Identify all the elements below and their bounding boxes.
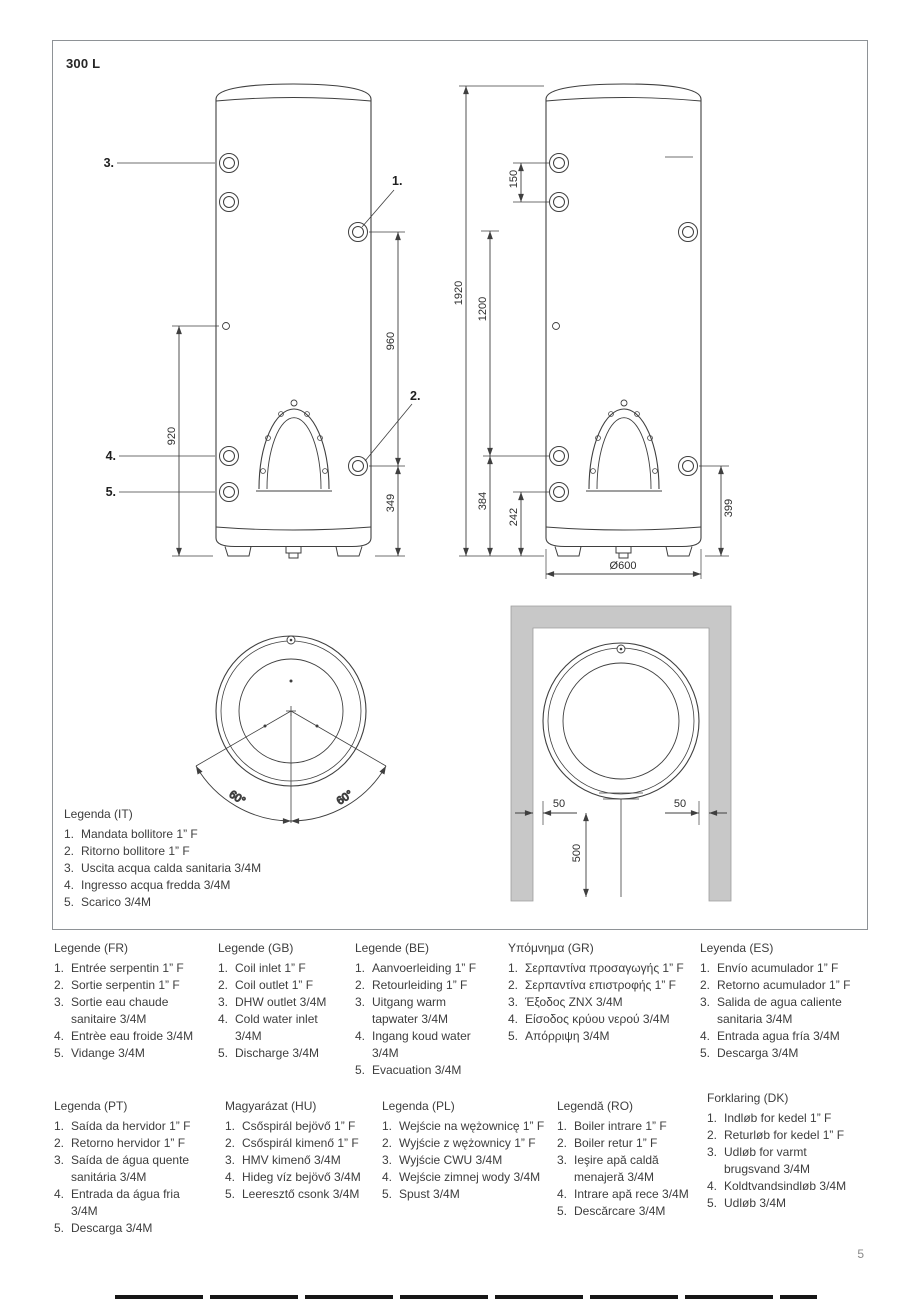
- angle-60-right-label: 60°: [334, 788, 356, 808]
- legend-item: 4. Koldtvandsindløb 3/4M: [707, 1179, 847, 1194]
- legend-item: 4. Entrèe eau froide 3/4M: [54, 1029, 194, 1044]
- legend-item: 3. Uitgang warm tapwater 3/4M: [355, 995, 449, 1027]
- installation-clearance-view: [511, 606, 731, 901]
- legend-title: Legendă (RO): [557, 1099, 634, 1113]
- legend-item: 4. Intrare apă rece 3/4M: [557, 1187, 689, 1202]
- legend-item: 3. HMV kimenő 3/4M: [225, 1153, 341, 1168]
- legend-item: 1. Entrée serpentin 1” F: [54, 961, 184, 976]
- legend-item: 2. Retorno acumulador 1” F: [700, 978, 851, 993]
- legend-item: 4. Ingang koud water 3/4M: [355, 1029, 471, 1061]
- dim-960-label: 960: [385, 331, 397, 351]
- technical-drawing: [53, 41, 869, 931]
- legend-title: Magyarázat (HU): [225, 1099, 317, 1113]
- legend-item: 5. Udløb 3/4M: [707, 1196, 787, 1211]
- legend-it: [64, 806, 344, 911]
- callout-label: 3.: [103, 156, 114, 170]
- legend-item: 1. Aanvoerleiding 1” F: [355, 961, 477, 976]
- legend-dk: [707, 1090, 865, 1212]
- legend-title: Legenda (IT): [64, 807, 133, 821]
- legend-item: 1. Coil inlet 1” F: [218, 961, 306, 976]
- legend-title: Legenda (PT): [54, 1099, 128, 1113]
- legend-item: 5. Descarga 3/4M: [700, 1046, 799, 1061]
- dim-50-left-label: 50: [552, 798, 566, 810]
- dim-349-label: 349: [385, 493, 397, 513]
- legend-item: 2. Returløb for kedel 1” F: [707, 1128, 845, 1143]
- legend-pl: [382, 1098, 547, 1203]
- legend-item: 4. Entrada da água fria 3/4M: [54, 1187, 180, 1219]
- dim-384-label: 384: [477, 491, 489, 511]
- legend-item: 5. Spust 3/4M: [382, 1187, 460, 1202]
- legend-item: 1. Σερπαντίνα προσαγωγής 1” F: [508, 961, 684, 976]
- drawing-panel: [52, 40, 868, 930]
- legend-title: Legenda (PL): [382, 1099, 455, 1113]
- legend-title: Legende (BE): [355, 941, 430, 955]
- legend-title: Legende (FR): [54, 941, 129, 955]
- legend-item: 3. DHW outlet 3/4M: [218, 995, 327, 1010]
- legend-item: 1. Indløb for kedel 1” F: [707, 1111, 832, 1126]
- legend-item: 4. Ingresso acqua fredda 3/4M: [64, 878, 231, 893]
- legend-item: 2. Boiler retur 1” F: [557, 1136, 658, 1151]
- legend-item: 3. Saída de água quente sanitária 3/4M: [54, 1153, 190, 1185]
- legend-title: Forklaring (DK): [707, 1091, 789, 1105]
- legend-item: 2. Retourleiding 1” F: [355, 978, 468, 993]
- legend-item: 2. Ritorno bollitore 1” F: [64, 844, 190, 859]
- legend-item: 2. Σερπαντίνα επιστροφής 1” F: [508, 978, 676, 993]
- legend-item: 3. Sortie eau chaude sanitaire 3/4M: [54, 995, 169, 1027]
- legend-item: 5. Descarga 3/4M: [54, 1221, 153, 1236]
- legend-title: Legende (GB): [218, 941, 294, 955]
- legend-item: 5. Απόρριψη 3/4M: [508, 1029, 610, 1044]
- legend-item: 2. Csőspirál kimenő 1” F: [225, 1136, 359, 1151]
- legend-item: 5. Vidange 3/4M: [54, 1046, 145, 1061]
- capacity-label: 300 L: [66, 56, 101, 71]
- legend-be: [355, 940, 477, 1079]
- legend-item: 3. Ieşire apă caldă menajeră 3/4M: [557, 1153, 659, 1185]
- legend-item: 4. Entrada agua fría 3/4M: [700, 1029, 840, 1044]
- dim-500-label: 500: [571, 843, 583, 863]
- dim-1920-label: 1920: [453, 280, 465, 306]
- legend-item: 5. Evacuation 3/4M: [355, 1063, 462, 1078]
- legend-pt: [54, 1098, 209, 1237]
- tank-top-view: [196, 636, 386, 823]
- dim-1200-label: 1200: [477, 296, 489, 322]
- legend-item: 3. Έξοδος ZNX 3/4M: [508, 995, 623, 1010]
- callout-label: 4.: [105, 449, 116, 463]
- tank-front-view-right: [546, 84, 701, 558]
- legend-item: 1. Saída da hervidor 1” F: [54, 1119, 191, 1134]
- dim-150-label: 150: [508, 169, 520, 189]
- dim-399-label: 399: [723, 498, 735, 518]
- legend-item: 5. Scarico 3/4M: [64, 895, 152, 910]
- legend-item: 1. Boiler intrare 1” F: [557, 1119, 667, 1134]
- legend-item: 4. Hideg víz bejövő 3/4M: [225, 1170, 361, 1185]
- callout-label: 1.: [392, 174, 403, 188]
- legend-item: 5. Discharge 3/4M: [218, 1046, 320, 1061]
- legend-item: 2. Coil outlet 1” F: [218, 978, 314, 993]
- page-number: 5: [857, 1247, 864, 1261]
- legend-item: 3. Salida de agua caliente sanitaria 3/4M: [700, 995, 842, 1027]
- tank-front-view-left: [216, 84, 371, 558]
- legend-item: 3. Uscita acqua calda sanitaria 3/4M: [64, 861, 262, 876]
- legend-item: 2. Wyjście z wężownicy 1” F: [382, 1136, 536, 1151]
- legend-item: 4. Cold water inlet 3/4M: [218, 1012, 318, 1044]
- legend-hu: [225, 1098, 375, 1203]
- legend-item: 1. Envío acumulador 1” F: [700, 961, 839, 976]
- legend-gb: [218, 940, 330, 1062]
- callout-label: 2.: [410, 389, 421, 403]
- dim-920-label: 920: [166, 426, 178, 446]
- legend-item: 1. Wejście na wężownicę 1” F: [382, 1119, 545, 1134]
- legend-item: 5. Descărcare 3/4M: [557, 1204, 666, 1219]
- legend-es: [700, 940, 860, 1062]
- legend-item: 1. Csőspirál bejövő 1” F: [225, 1119, 356, 1134]
- legend-item: 4. Είσοδος κρύου νερού 3/4M: [508, 1012, 670, 1027]
- legend-title: Leyenda (ES): [700, 941, 774, 955]
- legend-ro: [557, 1098, 705, 1220]
- legend-fr: [54, 940, 204, 1062]
- legend-item: 2. Sortie serpentin 1” F: [54, 978, 180, 993]
- page-edge: [115, 1295, 817, 1299]
- legend-item: 4. Wejście zimnej wody 3/4M: [382, 1170, 541, 1185]
- legend-item: 5. Leeresztő csonk 3/4M: [225, 1187, 360, 1202]
- legend-title: Υπόμνημα (GR): [508, 941, 594, 955]
- dim-50-right-label: 50: [673, 798, 687, 810]
- dim-242-label: 242: [508, 507, 520, 527]
- legend-item: 3. Udløb for varmt brugsvand 3/4M: [707, 1145, 811, 1177]
- angle-60-left-label: 60°: [226, 788, 248, 808]
- callout-label: 5.: [105, 485, 116, 499]
- legend-gr: [508, 940, 688, 1045]
- legend-item: 3. Wyjście CWU 3/4M: [382, 1153, 503, 1168]
- legend-item: 1. Mandata bollitore 1” F: [64, 827, 198, 842]
- dim-diameter-label: Ø600: [609, 560, 637, 572]
- legend-item: 2. Retorno hervidor 1” F: [54, 1136, 186, 1151]
